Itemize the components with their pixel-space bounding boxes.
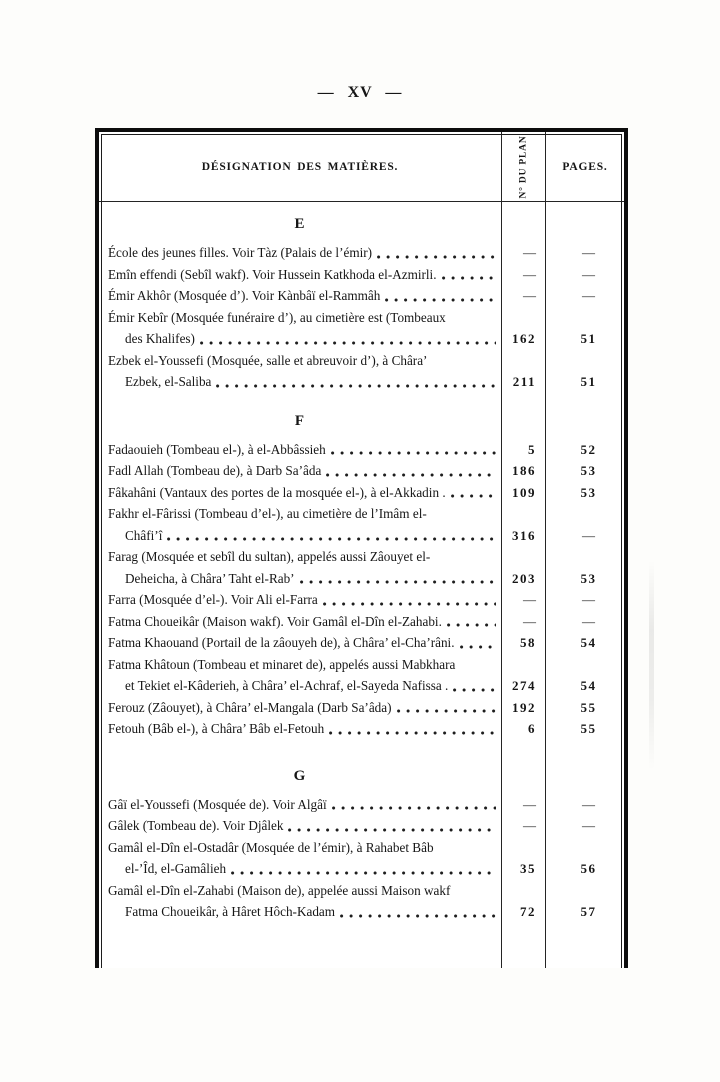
entry-pages-cell xyxy=(545,815,624,837)
entry-designation xyxy=(99,460,501,482)
entry-designation xyxy=(99,439,501,461)
leader-dots xyxy=(323,601,496,607)
entry-designation xyxy=(99,350,501,393)
entry-text: Émir Akhôr (Mosquée d’). Voir Kànbâï el-Rammâh xyxy=(108,288,381,303)
entry-pages-cell xyxy=(545,837,624,880)
entry-text: Fatma Khaouand (Portail de la zâouyeh de), à Châra’ el-Cha’râni. xyxy=(108,635,455,650)
index-table xyxy=(95,128,628,968)
leader-dots xyxy=(326,472,496,478)
entry-pages-cell xyxy=(545,880,624,923)
col-header-designation: DÉSIGNATION DES MATIÈRES. xyxy=(201,160,399,173)
entry-text: École des jeunes filles. Voir Tàz (Palais de l’émir) xyxy=(108,245,373,260)
leader-dots xyxy=(453,687,496,693)
entry-designation xyxy=(99,815,501,837)
leader-dots xyxy=(200,340,496,346)
plan-number: — xyxy=(523,592,536,607)
entry-text: Fâkahâni (Vantaux des portes de la mosquée el-), à el-Akkadin . xyxy=(108,484,446,500)
entry-text-line xyxy=(108,460,498,482)
entry-text-line xyxy=(108,546,498,568)
page-number-value: 54 xyxy=(580,635,597,650)
page-number: — XV — xyxy=(317,84,403,101)
entry-pages-cell xyxy=(545,439,624,461)
entry-pages-cell xyxy=(545,718,624,740)
entry-text-line xyxy=(108,482,498,504)
entry-designation xyxy=(99,307,501,350)
page-number-value: — xyxy=(582,613,595,629)
plan-number: 316 xyxy=(512,527,536,543)
entry-pages-cell xyxy=(545,503,624,546)
entry-pages-cell xyxy=(545,285,624,307)
leader-dots xyxy=(216,383,496,389)
entry-text: Farag (Mosquée et sebîl du sultan), appelés aussi Zâouyet el- xyxy=(108,549,431,564)
entry-plan-cell xyxy=(501,503,545,546)
page-number-value: 51 xyxy=(580,374,597,389)
plan-number: 203 xyxy=(512,570,536,586)
page-number-value: — xyxy=(582,527,595,543)
entry-plan-cell xyxy=(501,285,545,307)
entry-text-line xyxy=(108,242,498,264)
entry-designation xyxy=(99,697,501,719)
plan-number: — xyxy=(523,266,536,282)
leader-dots xyxy=(288,827,496,833)
entry-text-line xyxy=(108,611,498,633)
col-header-plan xyxy=(501,132,545,201)
plan-number: 35 xyxy=(520,861,536,876)
entry-designation xyxy=(99,503,501,546)
entry-plan-cell xyxy=(501,589,545,611)
entry-text-line xyxy=(108,350,498,372)
plan-number: — xyxy=(523,613,536,629)
page-number-value: — xyxy=(582,796,595,812)
page-number-value: — xyxy=(582,266,595,282)
entry-text-line xyxy=(108,503,498,525)
section-letter: F xyxy=(294,412,306,429)
col-header-plan-label: N° DU PLAN xyxy=(518,135,529,198)
entry-pages-cell xyxy=(545,654,624,697)
plan-number: 162 xyxy=(512,331,536,346)
entry-designation xyxy=(99,718,501,740)
page-number-value: — xyxy=(582,592,595,607)
entry-plan-cell xyxy=(501,242,545,264)
entry-plan-cell xyxy=(501,482,545,504)
section-letter: E xyxy=(294,216,306,232)
entry-plan-cell xyxy=(501,460,545,482)
plan-number: 72 xyxy=(520,904,536,919)
entry-designation xyxy=(99,482,501,504)
entry-text: Deheicha, à Châra’ Taht el-Rab’ xyxy=(125,570,295,586)
entry-plan-cell xyxy=(501,439,545,461)
entry-plan-cell xyxy=(501,264,545,286)
entry-text: Fatma Choueikâr, à Hâret Hôch-Kadam xyxy=(125,904,336,919)
entry-designation xyxy=(99,794,501,816)
entry-text-line xyxy=(108,525,498,547)
entry-designation xyxy=(99,880,501,923)
entry-text-line xyxy=(108,880,498,902)
entry-pages-cell xyxy=(545,632,624,654)
entry-plan-cell xyxy=(501,350,545,393)
leader-dots xyxy=(397,708,496,714)
page-number-value: — xyxy=(582,245,595,260)
page-number-value: 57 xyxy=(580,904,597,919)
entry-plan-cell xyxy=(501,697,545,719)
page-number-value: 53 xyxy=(580,484,597,500)
entry-pages-cell xyxy=(545,264,624,286)
entry-plan-cell xyxy=(501,794,545,816)
plan-number: 274 xyxy=(512,678,536,693)
entry-text: Ferouz (Zâouyet), à Châra’ el-Mangala (Darb Sa’âda) xyxy=(108,699,392,715)
entry-text-line xyxy=(108,285,498,307)
entry-text: Gâï el-Youssefi (Mosquée de). Voir Algâï xyxy=(108,796,327,812)
entry-plan-cell xyxy=(501,654,545,697)
entry-text-line xyxy=(108,815,498,837)
entry-plan-cell xyxy=(501,718,545,740)
leader-dots xyxy=(460,644,496,650)
entry-text-line xyxy=(108,794,498,816)
page-number-value: 55 xyxy=(580,721,597,736)
entry-text: des Khalifes) xyxy=(125,331,195,346)
entry-text-line xyxy=(108,328,498,350)
entry-text: Fatma Khâtoun (Tombeau et minaret de), appelés aussi Mabkhara xyxy=(108,656,456,672)
plan-number: — xyxy=(523,796,536,812)
entry-text-line xyxy=(108,901,498,923)
page-number-value: 56 xyxy=(580,861,597,876)
plan-number: 5 xyxy=(528,441,536,457)
entry-designation xyxy=(99,264,501,286)
entry-text-line xyxy=(108,697,498,719)
entry-pages-cell xyxy=(545,697,624,719)
entry-text: Châfi’î xyxy=(125,527,163,543)
leader-dots xyxy=(332,805,496,811)
entry-pages-cell xyxy=(545,242,624,264)
page-number-value: — xyxy=(582,818,595,833)
plan-number: 211 xyxy=(512,374,536,389)
entry-plan-cell xyxy=(501,815,545,837)
leader-dots xyxy=(442,275,496,281)
plan-number: 6 xyxy=(528,721,536,736)
entry-text: Gamâl el-Dîn el-Ostadâr (Mosquée de l’émir), à Rahabet Bâb xyxy=(108,839,434,855)
page-number-value: 53 xyxy=(580,463,597,478)
plan-number: — xyxy=(523,818,536,833)
entry-text: Gâlek (Tombeau de). Voir Djâlek xyxy=(108,818,284,833)
leader-dots xyxy=(329,730,496,736)
entry-text-line xyxy=(108,632,498,654)
page-number-value: 53 xyxy=(580,570,597,586)
plan-number: — xyxy=(523,288,536,303)
plan-number: 109 xyxy=(512,484,536,500)
entry-text: Fetouh (Bâb el-), à Châra’ Bâb el-Fetouh xyxy=(108,721,325,736)
leader-dots xyxy=(167,536,496,542)
entry-plan-cell xyxy=(501,880,545,923)
entry-text-line xyxy=(108,718,498,740)
entry-plan-cell xyxy=(501,632,545,654)
entry-designation xyxy=(99,654,501,697)
entry-text-line xyxy=(108,858,498,880)
column-divider-plan xyxy=(501,202,502,968)
entry-text: Gamâl el-Dîn el-Zahabi (Maison de), appelée aussi Maison wakf xyxy=(108,882,451,898)
entry-designation xyxy=(99,242,501,264)
entry-plan-cell xyxy=(501,611,545,633)
leader-dots xyxy=(377,254,496,260)
entry-text: Fakhr el-Fârissi (Tombeau d’el-), au cimetière de l’Imâm el- xyxy=(108,506,427,521)
plan-number: 186 xyxy=(512,463,536,478)
page-number-value: 51 xyxy=(580,331,597,346)
entry-text: Ezbek, el-Saliba xyxy=(125,374,212,389)
entry-plan-cell xyxy=(501,546,545,589)
entry-text: Ezbek el-Youssefi (Mosquée, salle et abreuvoir d’), à Châra’ xyxy=(108,352,428,368)
entry-designation xyxy=(99,285,501,307)
page-number-value: 54 xyxy=(580,678,597,693)
entry-text: Fatma Choueikâr (Maison wakf). Voir Gamâl el-Dîn el-Zahabi. xyxy=(108,613,442,629)
leader-dots xyxy=(340,913,496,919)
entry-pages-cell xyxy=(545,307,624,350)
entry-plan-cell xyxy=(501,837,545,880)
entry-text: Fadl Allah (Tombeau de), à Darb Sa’âda xyxy=(108,463,322,478)
entry-text-line xyxy=(108,654,498,676)
entry-designation xyxy=(99,632,501,654)
page-number-value: 52 xyxy=(580,441,597,457)
page-number-value: 55 xyxy=(580,699,597,715)
entry-text-line xyxy=(108,837,498,859)
col-header-pages: PAGES. xyxy=(545,132,624,201)
entry-text-line xyxy=(108,675,498,697)
plan-number: 192 xyxy=(512,699,536,715)
entry-plan-cell xyxy=(501,307,545,350)
entry-text-line xyxy=(108,439,498,461)
entry-text: el-’Îd, el-Gamâlieh xyxy=(125,861,227,876)
entry-text-line xyxy=(108,568,498,590)
entry-pages-cell xyxy=(545,350,624,393)
entry-designation xyxy=(99,546,501,589)
plan-number: 58 xyxy=(520,635,536,650)
entry-designation xyxy=(99,837,501,880)
table-body xyxy=(99,202,624,968)
leader-dots xyxy=(451,493,496,499)
entry-text: Fadaouieh (Tombeau el-), à el-Abbâssieh xyxy=(108,441,326,457)
entry-text: Emîn effendi (Sebîl wakf). Voir Hussein Katkhoda el-Azmirli. xyxy=(108,266,437,282)
entry-text-line xyxy=(108,589,498,611)
leader-dots xyxy=(385,297,496,303)
entry-pages-cell xyxy=(545,589,624,611)
leader-dots xyxy=(331,450,496,456)
scan-smudge xyxy=(649,560,654,770)
entry-text: Farra (Mosquée d’el-). Voir Ali el-Farra xyxy=(108,592,318,607)
entry-pages-cell xyxy=(545,611,624,633)
entry-text: Émir Kebîr (Mosquée funéraire d’), au cimetière est (Tombeaux xyxy=(108,309,446,325)
plan-number: — xyxy=(523,245,536,260)
entry-designation xyxy=(99,611,501,633)
entry-designation xyxy=(99,589,501,611)
page-number-value: — xyxy=(582,288,595,303)
column-divider-pages xyxy=(545,202,546,968)
entry-text-line xyxy=(108,371,498,393)
entry-pages-cell xyxy=(545,546,624,589)
entry-text-line xyxy=(108,264,498,286)
entry-pages-cell xyxy=(545,460,624,482)
leader-dots xyxy=(447,622,496,628)
section-letter: G xyxy=(293,767,307,784)
leader-dots xyxy=(300,579,496,585)
leader-dots xyxy=(231,870,496,876)
entry-text: et Tekiet el-Kâderieh, à Châra’ el-Achraf, el-Sayeda Nafissa . xyxy=(125,678,449,693)
entry-text-line xyxy=(108,307,498,329)
entry-pages-cell xyxy=(545,482,624,504)
table-header-row xyxy=(99,132,624,202)
entry-pages-cell xyxy=(545,794,624,816)
